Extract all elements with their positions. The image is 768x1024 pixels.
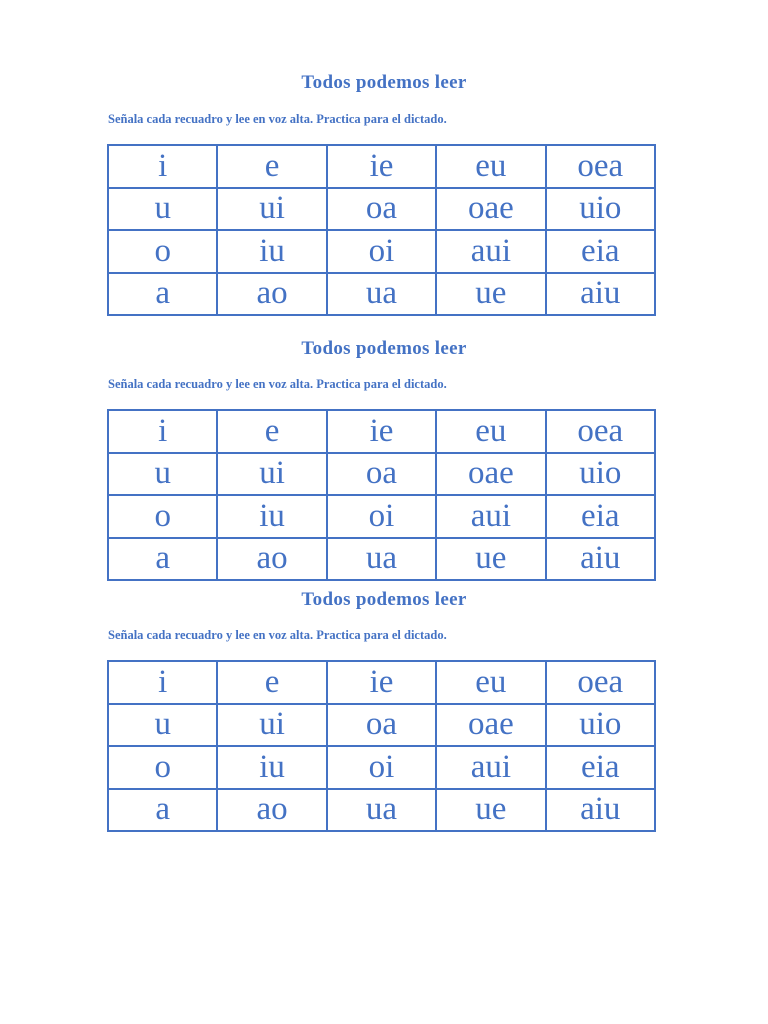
table-row [108, 495, 655, 538]
syllable-cell: oi [327, 495, 436, 538]
table-row [108, 145, 655, 188]
syllable-cell: ue [436, 273, 545, 316]
syllable-cell: aiu [546, 273, 655, 316]
table-row [108, 188, 655, 231]
syllable-cell: eia [546, 495, 655, 538]
syllable-cell: i [108, 661, 217, 704]
syllable-cell: oea [546, 145, 655, 188]
syllable-cell: eu [436, 145, 545, 188]
syllable-cell: iu [217, 230, 326, 273]
syllable-cell: u [108, 188, 217, 231]
syllable-cell: oa [327, 188, 436, 231]
syllable-cell: eia [546, 230, 655, 273]
syllable-cell: o [108, 746, 217, 789]
syllable-cell: ue [436, 538, 545, 581]
syllable-cell: ie [327, 410, 436, 453]
syllable-cell: i [108, 410, 217, 453]
table-row [108, 661, 655, 704]
section-2-syllable-table [107, 409, 656, 581]
syllable-cell: ui [217, 704, 326, 747]
syllable-cell: ui [217, 188, 326, 231]
section-1-syllable-table [107, 144, 656, 316]
syllable-cell: a [108, 273, 217, 316]
syllable-cell: aui [436, 746, 545, 789]
section-2-instruction: Señala cada recuadro y lee en voz alta. Practica para el dictado. [108, 377, 447, 391]
syllable-cell: iu [217, 746, 326, 789]
table-row [108, 453, 655, 496]
syllable-cell: uio [546, 704, 655, 747]
section-3-instruction: Señala cada recuadro y lee en voz alta. Practica para el dictado. [108, 628, 447, 642]
syllable-cell: ao [217, 538, 326, 581]
syllable-cell: a [108, 789, 217, 832]
syllable-cell: e [217, 145, 326, 188]
table-row [108, 789, 655, 832]
table-row [108, 704, 655, 747]
syllable-cell: aui [436, 495, 545, 538]
syllable-cell: ie [327, 661, 436, 704]
syllable-cell: i [108, 145, 217, 188]
syllable-cell: ao [217, 273, 326, 316]
syllable-cell: e [217, 661, 326, 704]
syllable-cell: o [108, 495, 217, 538]
syllable-cell: oi [327, 746, 436, 789]
syllable-cell: ua [327, 538, 436, 581]
table-row [108, 230, 655, 273]
syllable-cell: o [108, 230, 217, 273]
section-3-syllable-table [107, 660, 656, 832]
syllable-cell: u [108, 453, 217, 496]
syllable-cell: oea [546, 410, 655, 453]
syllable-cell: u [108, 704, 217, 747]
syllable-cell: a [108, 538, 217, 581]
syllable-cell: oae [436, 704, 545, 747]
syllable-cell: ue [436, 789, 545, 832]
syllable-cell: oae [436, 188, 545, 231]
syllable-cell: ao [217, 789, 326, 832]
syllable-cell: aiu [546, 789, 655, 832]
syllable-cell: oi [327, 230, 436, 273]
syllable-cell: oae [436, 453, 545, 496]
syllable-cell: ua [327, 789, 436, 832]
syllable-cell: uio [546, 453, 655, 496]
syllable-cell: ua [327, 273, 436, 316]
syllable-cell: eia [546, 746, 655, 789]
section-3-title: Todos podemos leer [301, 589, 467, 610]
syllable-cell: eu [436, 410, 545, 453]
syllable-cell: uio [546, 188, 655, 231]
syllable-cell: aui [436, 230, 545, 273]
syllable-cell: ie [327, 145, 436, 188]
syllable-cell: e [217, 410, 326, 453]
syllable-cell: oea [546, 661, 655, 704]
syllable-cell: eu [436, 661, 545, 704]
syllable-cell: ui [217, 453, 326, 496]
section-2-title: Todos podemos leer [301, 338, 467, 359]
table-row [108, 410, 655, 453]
syllable-cell: iu [217, 495, 326, 538]
section-1-title: Todos podemos leer [301, 72, 467, 93]
table-row [108, 746, 655, 789]
table-row [108, 273, 655, 316]
section-1-instruction: Señala cada recuadro y lee en voz alta. Practica para el dictado. [108, 112, 447, 126]
syllable-cell: aiu [546, 538, 655, 581]
syllable-cell: oa [327, 704, 436, 747]
syllable-cell: oa [327, 453, 436, 496]
table-row [108, 538, 655, 581]
